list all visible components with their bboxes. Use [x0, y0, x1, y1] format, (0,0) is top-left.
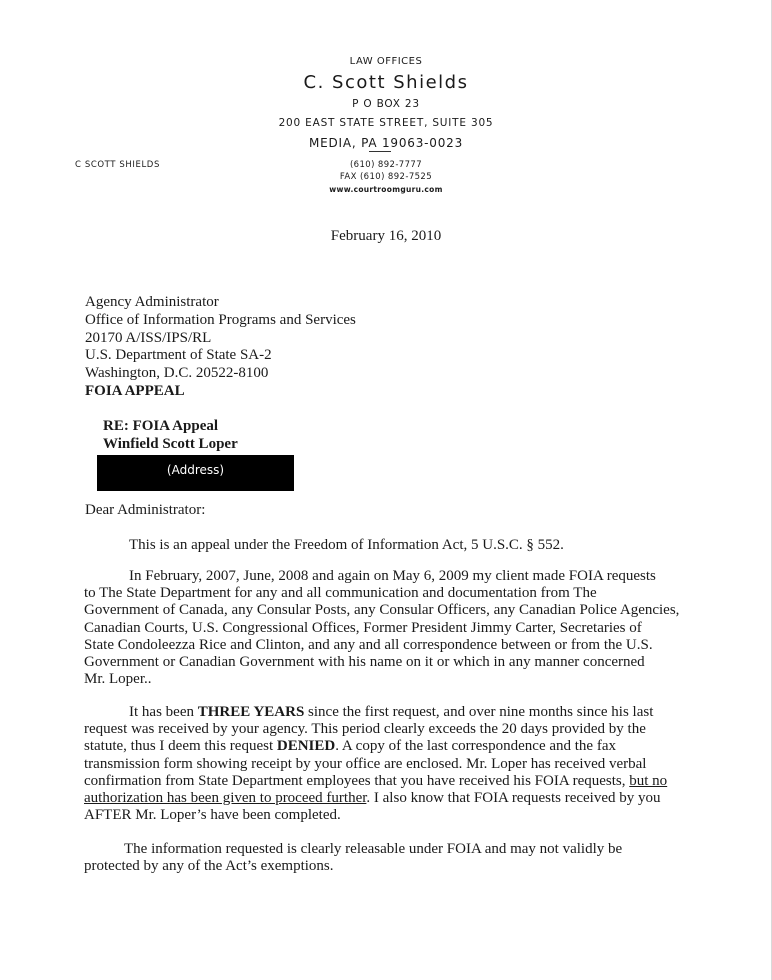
paragraph-line [84, 704, 684, 721]
emphasis-three-years: THREE YEARS [197, 704, 305, 720]
paragraph-line [84, 738, 684, 755]
redacted-address-box: (Address) [97, 455, 294, 491]
emphasis-denied: DENIED [276, 738, 336, 755]
recipient-line: Agency Administrator [85, 294, 219, 310]
paragraph-2 [84, 568, 684, 688]
paragraph-line: Government or Canadian Government with his name on it or which in any manner concerned [84, 654, 645, 671]
paragraph-line: request was received by your agency. This period clearly exceeds the 20 days provided by the [84, 721, 646, 738]
salutation: Dear Administrator: [85, 502, 206, 518]
paragraph-line: This is an appeal under the Freedom of Information Act, 5 U.S.C. § 552. [129, 537, 564, 553]
letterhead-law-offices: LAW OFFICES [349, 56, 423, 67]
recipient-line: U.S. Department of State SA-2 [85, 347, 272, 364]
paragraph-line: AFTER Mr. Loper’s have been completed. [84, 807, 341, 824]
re-block [103, 418, 238, 454]
underlined-text: authorization has been given to proceed further [84, 790, 367, 807]
text-run: It has been [129, 704, 198, 720]
paragraph-4 [84, 841, 684, 875]
letterhead-firm-name: C. Scott Shields [303, 72, 469, 93]
letter-date: February 16, 2010 [330, 228, 442, 244]
letterhead-rule [369, 151, 391, 152]
re-client-name: Winfield Scott Loper [103, 435, 238, 452]
letterhead-phone: (610) 892-7777 [349, 160, 423, 170]
paragraph-line: State Condoleezza Rice and Clinton, and any and all correspondence between or from the U.S. [84, 636, 653, 653]
paragraph-line: In February, 2007, June, 2008 and again on May 6, 2009 my client made FOIA requests [129, 568, 656, 584]
letterhead-fax: FAX (610) 892-7525 [339, 172, 433, 182]
paragraph-line: protected by any of the Act’s exemptions. [84, 858, 334, 875]
recipient-subject: FOIA APPEAL [85, 382, 185, 399]
text-run: . I also know that FOIA requests received by you [366, 790, 661, 807]
recipient-block [85, 294, 356, 401]
paragraph-line: Government of Canada, any Consular Posts, any Consular Officers, any Canadian Police Agencies, [84, 602, 680, 619]
text-run: since the first request, and over nine months since his last [304, 704, 654, 720]
paragraph-line: Mr. Loper.. [84, 671, 152, 688]
text-run: statute, thus I deem this request [84, 738, 277, 755]
recipient-line: Office of Information Programs and Services [85, 311, 356, 328]
letterhead-side-name: C SCOTT SHIELDS [75, 160, 160, 170]
paragraph-line [84, 773, 684, 790]
letterhead-po-box: P O BOX 23 [352, 98, 420, 110]
letterhead-city: MEDIA, PA 19063-0023 [308, 136, 464, 150]
paragraph-line: Canadian Courts, U.S. Congressional Offices, Former President Jimmy Carter, Secretaries of [84, 619, 642, 636]
underlined-text: but no [629, 772, 668, 789]
text-run: confirmation from State Department employees that you have received his FOIA requests, [84, 772, 630, 789]
paragraph-line: The information requested is clearly releasable under FOIA and may not validly be [124, 841, 623, 857]
text-run: . A copy of the last correspondence and the fax [335, 738, 616, 755]
recipient-line: Washington, D.C. 20522-8100 [85, 365, 269, 382]
paragraph-line: transmission form showing receipt by your office are enclosed. Mr. Loper has received verbal [84, 755, 647, 772]
paragraph-3 [84, 704, 684, 824]
paragraph-line [84, 790, 684, 807]
paragraph-line: to The State Department for any and all communication and documentation from The [84, 585, 597, 602]
re-line: RE: FOIA Appeal [103, 418, 219, 434]
paragraph-1 [129, 537, 729, 554]
recipient-line: 20170 A/ISS/IPS/RL [85, 329, 212, 346]
letterhead-street: 200 EAST STATE STREET, SUITE 305 [278, 117, 494, 129]
letterhead-website: www.courtroomguru.com [329, 185, 443, 194]
